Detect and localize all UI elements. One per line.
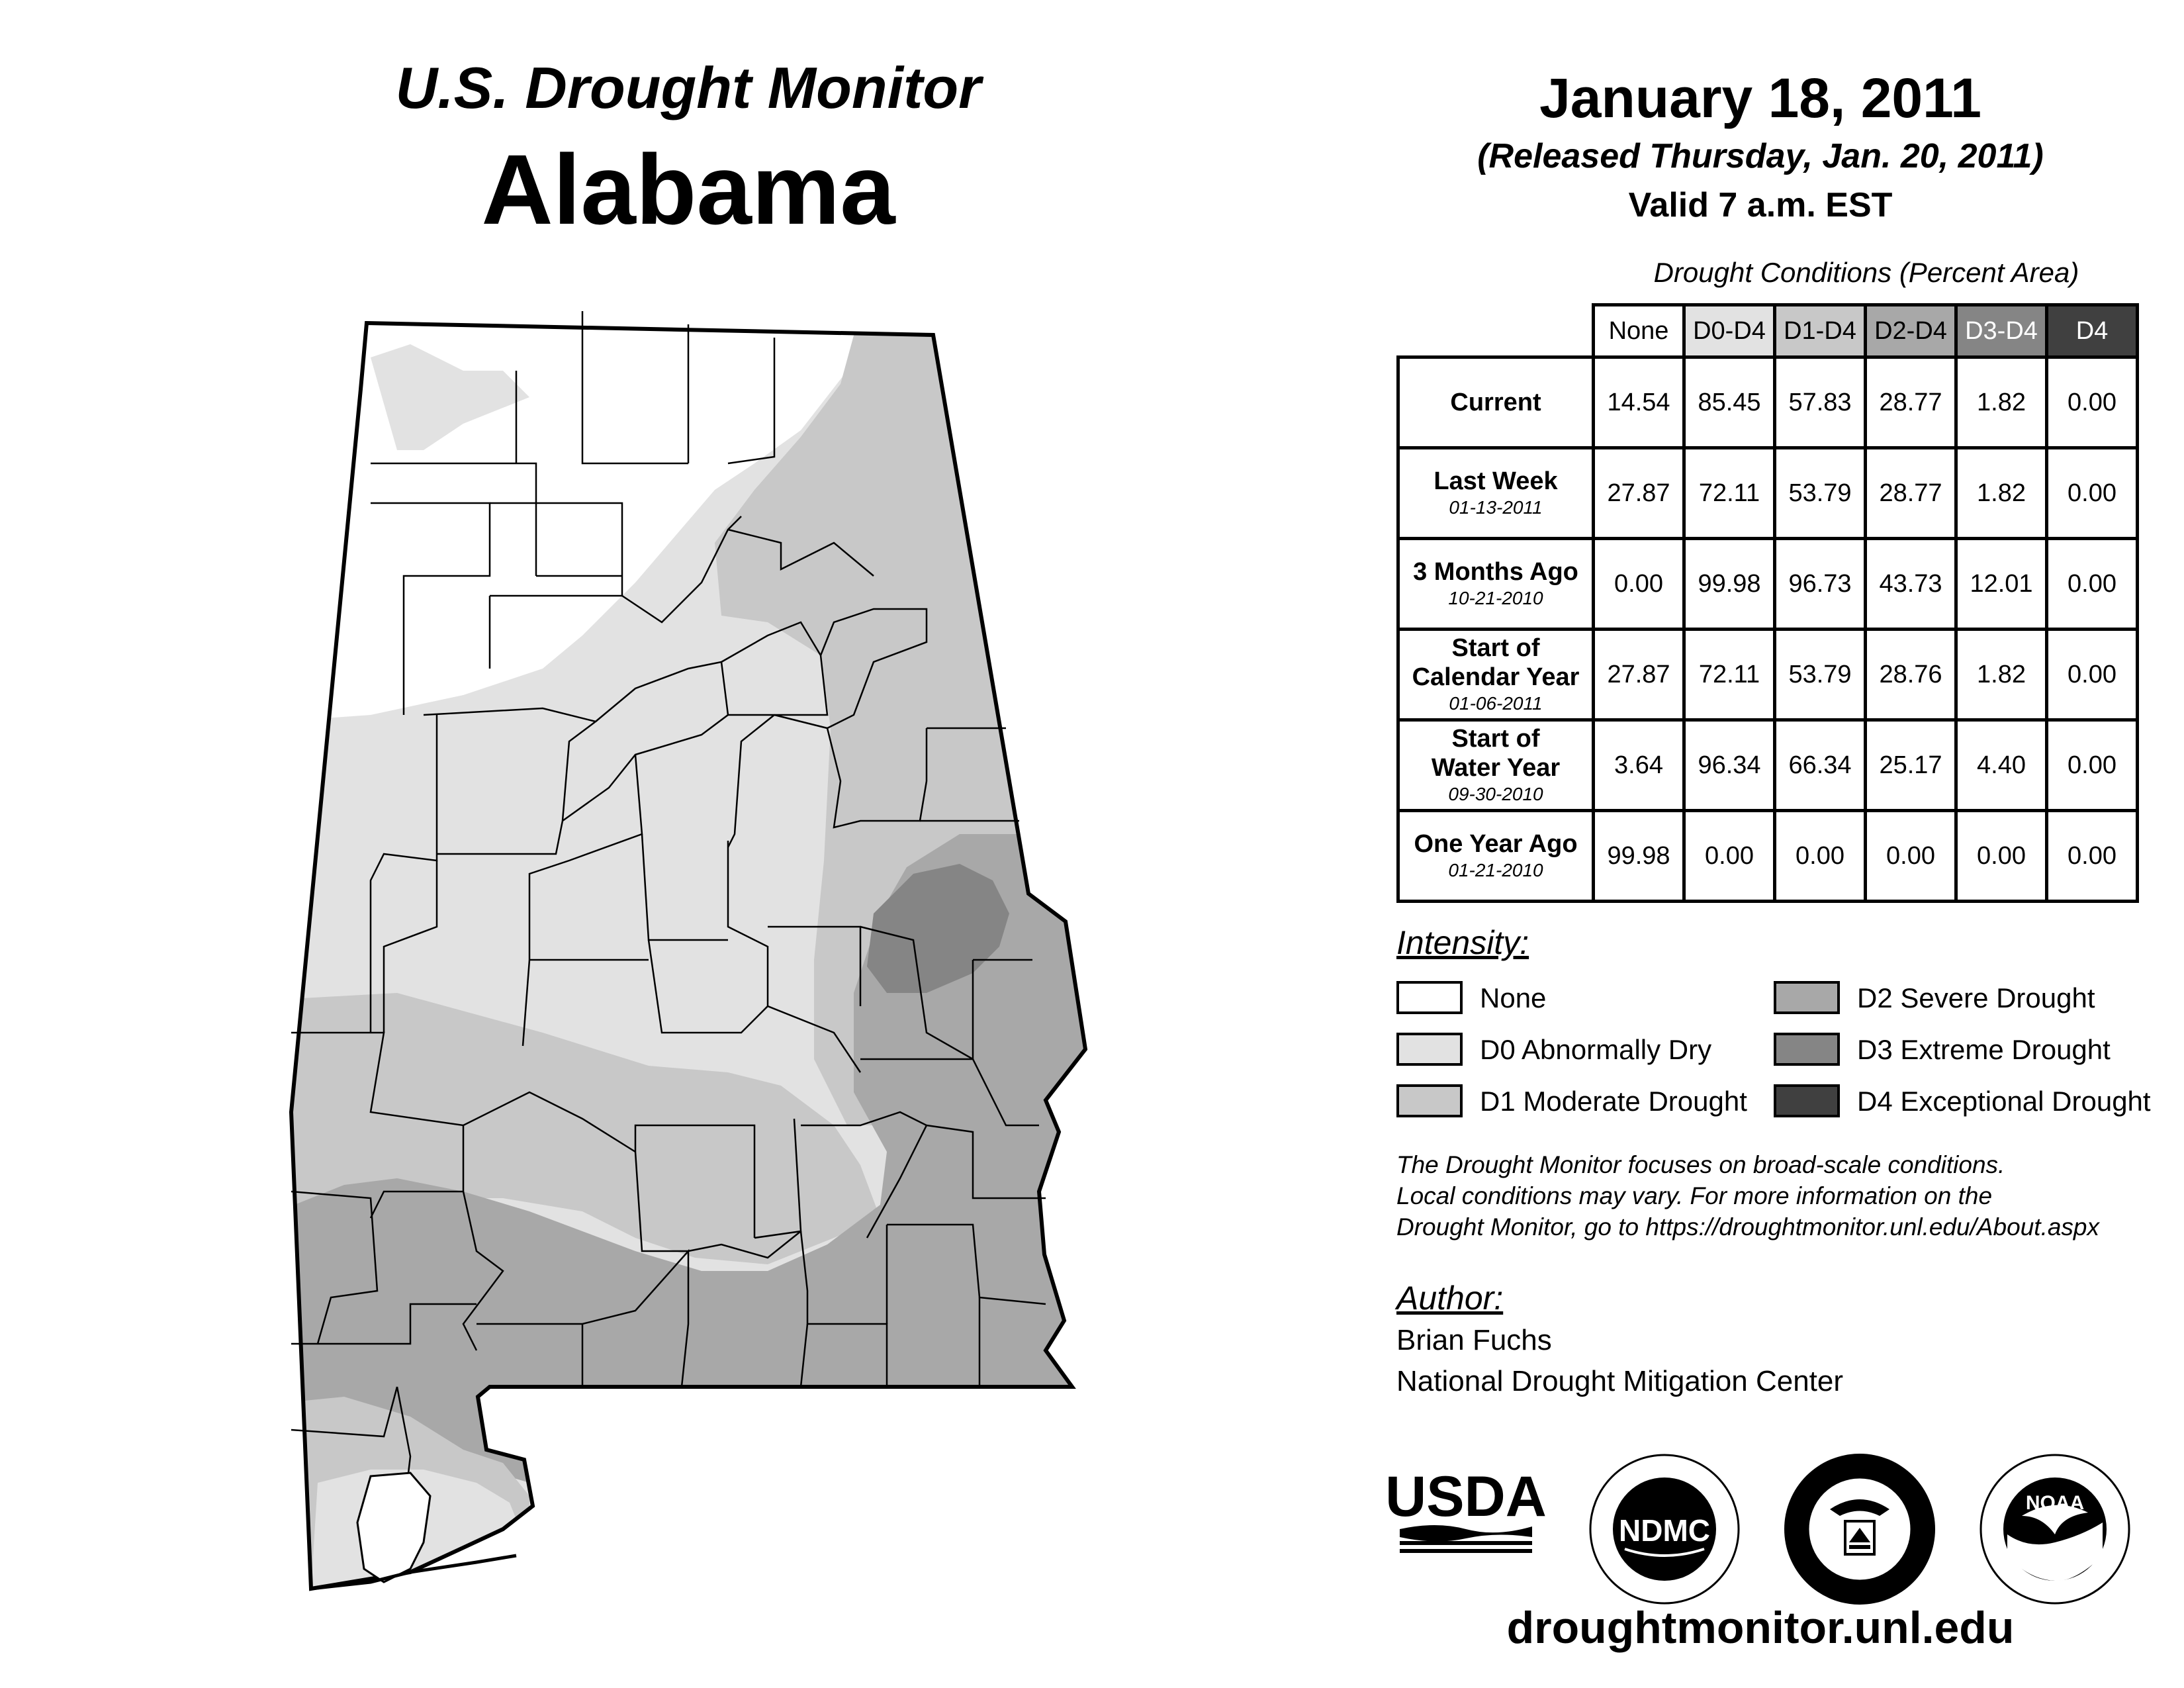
row-label-text: Last Week <box>1433 467 1558 495</box>
table-cell: 12.01 <box>1956 539 2047 630</box>
noaa-logo <box>1976 1450 2134 1609</box>
legend-title: Intensity: <box>1396 924 1529 961</box>
alabama-drought-map <box>278 311 1112 1635</box>
legend-label: D0 Abnormally Dry <box>1480 1034 1712 1065</box>
row-date: 01-13-2011 <box>1449 497 1543 518</box>
author-heading: Author: <box>1396 1280 1504 1317</box>
table-row <box>1398 811 2138 902</box>
usda-logo <box>1385 1463 1547 1562</box>
table-cell: 0.00 <box>1956 811 2047 902</box>
col-header-d2-d4: D2-D4 <box>1866 305 1956 357</box>
table-cell: 99.98 <box>1684 539 1775 630</box>
table-cell: 0.00 <box>2047 448 2138 539</box>
legend-label: D2 Severe Drought <box>1857 982 2095 1013</box>
note-line: Local conditions may vary. For more information on the <box>1396 1182 1993 1209</box>
table-row <box>1398 448 2138 539</box>
table-cell: 1.82 <box>1956 448 2047 539</box>
row-label-text: Start of <box>1451 725 1540 753</box>
table-cell: 43.73 <box>1866 539 1956 630</box>
state-title: Alabama <box>481 134 895 245</box>
table-cell: 25.17 <box>1866 720 1956 811</box>
table-cell: 66.34 <box>1775 720 1866 811</box>
table-cell: 28.77 <box>1866 357 1956 448</box>
row-label-text-2: Calendar Year <box>1412 663 1580 691</box>
table-header-row <box>1398 305 2138 357</box>
table-cell: 72.11 <box>1684 448 1775 539</box>
table-cell: 27.87 <box>1594 630 1684 720</box>
row-label-text: Current <box>1450 389 1541 416</box>
legend-swatch-none <box>1396 981 1463 1014</box>
ndmc-logo-text: NDMC <box>1619 1513 1710 1548</box>
table-cell: 99.98 <box>1594 811 1684 902</box>
table-row <box>1398 357 2138 448</box>
table-caption: Drought Conditions (Percent Area) <box>1653 257 2079 288</box>
table-cell: 28.77 <box>1866 448 1956 539</box>
row-label <box>1398 448 1594 539</box>
table-cell: 0.00 <box>1866 811 1956 902</box>
noaa-logo-text: NOAA <box>2025 1492 2085 1514</box>
website-link[interactable]: droughtmonitor.unl.edu <box>1506 1603 2015 1653</box>
table-cell: 28.76 <box>1866 630 1956 720</box>
row-label-text-2: Water Year <box>1431 754 1561 782</box>
map-date: January 18, 2011 <box>1539 67 1981 129</box>
table-cell: 53.79 <box>1775 630 1866 720</box>
row-date: 01-21-2010 <box>1448 860 1543 880</box>
row-label <box>1398 720 1594 811</box>
row-date: 01-06-2011 <box>1449 693 1543 714</box>
row-label-text: One Year Ago <box>1414 830 1578 858</box>
row-label-text: 3 Months Ago <box>1413 558 1578 586</box>
table-cell: 72.11 <box>1684 630 1775 720</box>
legend-label: D1 Moderate Drought <box>1480 1086 1747 1117</box>
table-cell: 0.00 <box>2047 720 2138 811</box>
table-cell: 96.73 <box>1775 539 1866 630</box>
usda-logo-text: USDA <box>1385 1465 1547 1528</box>
note-line: The Drought Monitor focuses on broad-scale conditions. <box>1396 1151 2005 1178</box>
legend-label: None <box>1480 982 1547 1013</box>
map-title: U.S. Drought Monitor <box>395 55 981 120</box>
table-cell: 0.00 <box>2047 811 2138 902</box>
table-cell: 0.00 <box>2047 630 2138 720</box>
legend-label: D3 Extreme Drought <box>1857 1034 2111 1065</box>
table-cell: 0.00 <box>1775 811 1866 902</box>
table-cell: 14.54 <box>1594 357 1684 448</box>
table-cell: 57.83 <box>1775 357 1866 448</box>
table-cell: 96.34 <box>1684 720 1775 811</box>
commerce-seal-logo <box>1780 1450 1939 1609</box>
col-header-none: None <box>1594 305 1684 357</box>
col-header-d0-d4: D0-D4 <box>1684 305 1775 357</box>
row-label <box>1398 630 1594 720</box>
table-corner <box>1398 305 1594 357</box>
row-label <box>1398 811 1594 902</box>
table-cell: 85.45 <box>1684 357 1775 448</box>
disclaimer-note <box>1396 1149 2158 1243</box>
drought-conditions-table <box>1396 303 2139 903</box>
ndmc-logo <box>1585 1450 1744 1609</box>
table-row <box>1398 539 2138 630</box>
table-cell: 0.00 <box>2047 357 2138 448</box>
table-cell: 1.82 <box>1956 357 2047 448</box>
table-cell: 3.64 <box>1594 720 1684 811</box>
table-cell: 0.00 <box>1594 539 1684 630</box>
row-date: 10-21-2010 <box>1448 588 1543 608</box>
release-date: (Released Thursday, Jan. 20, 2011) <box>1477 137 2044 175</box>
row-label-text: Start of <box>1451 634 1540 662</box>
row-label <box>1398 539 1594 630</box>
table-cell: 27.87 <box>1594 448 1684 539</box>
legend-swatch-d3 <box>1774 1033 1840 1066</box>
table-cell: 4.40 <box>1956 720 2047 811</box>
col-header-d3-d4: D3-D4 <box>1956 305 2047 357</box>
legend-swatch-d2 <box>1774 981 1840 1014</box>
table-cell: 53.79 <box>1775 448 1866 539</box>
legend-swatch-d0 <box>1396 1033 1463 1066</box>
table-cell: 0.00 <box>1684 811 1775 902</box>
col-header-d1-d4: D1-D4 <box>1775 305 1866 357</box>
author-name: Brian Fuchs <box>1396 1324 1552 1356</box>
table-row <box>1398 720 2138 811</box>
legend-label: D4 Exceptional Drought <box>1857 1086 2151 1117</box>
author-organization: National Drought Mitigation Center <box>1396 1365 1844 1397</box>
table-cell: 0.00 <box>2047 539 2138 630</box>
drought-areas <box>278 311 1125 1635</box>
row-date: 09-30-2010 <box>1448 784 1543 804</box>
row-label <box>1398 357 1594 448</box>
table-row <box>1398 630 2138 720</box>
note-line: Drought Monitor, go to https://droughtmonitor.unl.edu/About.aspx <box>1396 1213 2099 1241</box>
table-cell: 1.82 <box>1956 630 2047 720</box>
legend-swatch-d1 <box>1396 1084 1463 1117</box>
valid-time: Valid 7 a.m. EST <box>1628 186 1893 224</box>
col-header-d4: D4 <box>2047 305 2138 357</box>
legend-swatch-d4 <box>1774 1084 1840 1117</box>
